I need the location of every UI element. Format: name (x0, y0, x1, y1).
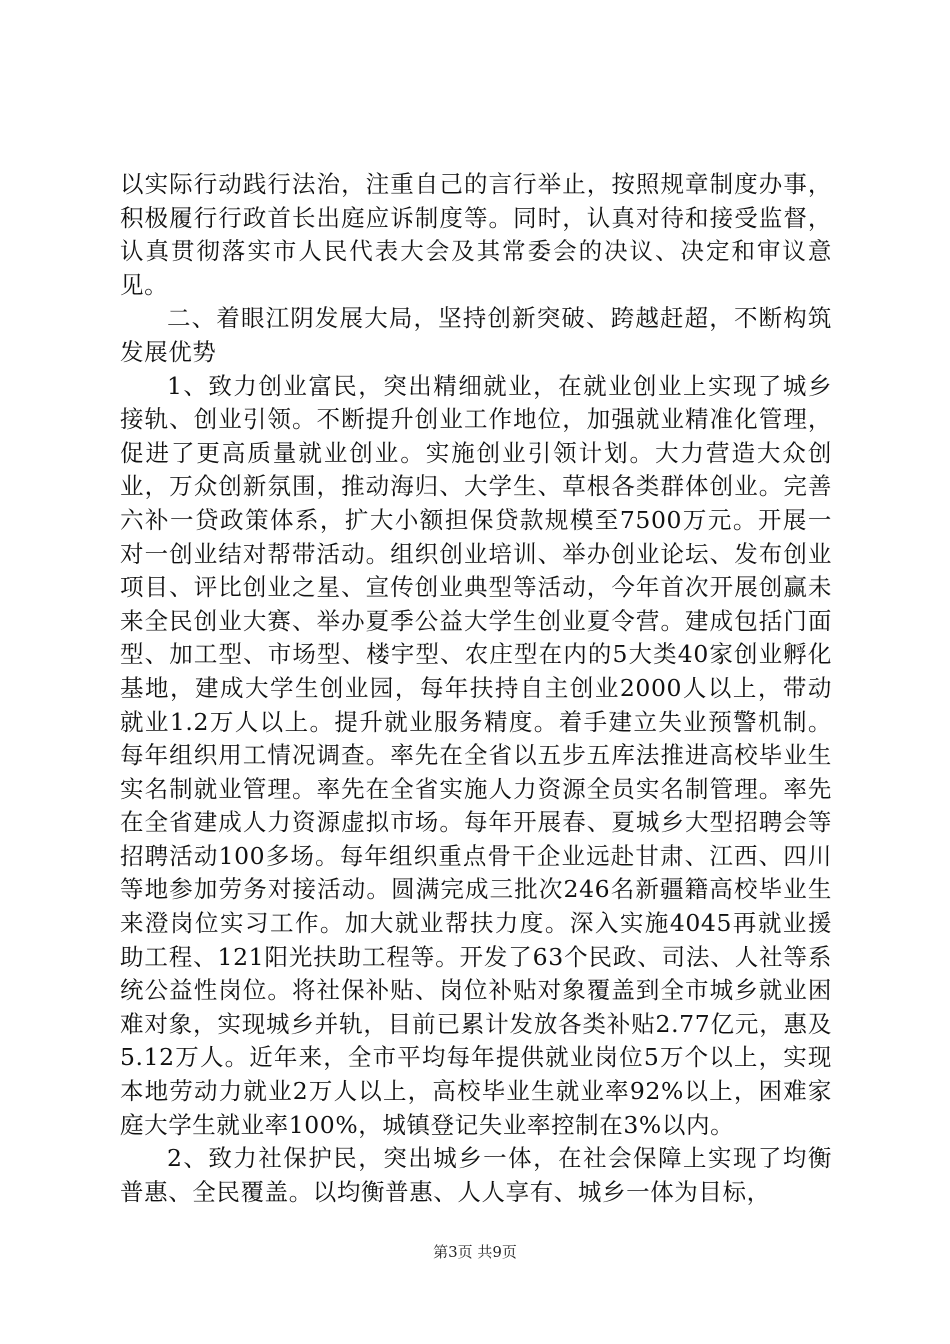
paragraph-entrepreneurship: 1、致力创业富民，突出精细就业，在就业创业上实现了城乡接轨、创业引领。不断提升创业工作地位，加强就业精准化管理，促进了更高质量就业创业。实施创业引领计划。大力营造大众创业，万众创新氛围，推动海归、大学生、草根各类群体创业。完善六补一贷政策体系，扩大小额担保贷款规模至7500万元。开展一对一创业结对帮带活动。组织创业培训、举办创业论坛、发布创业项目、评比创业之星、宣传创业典型等活动，今年首次开展创赢未来全民创业大赛、举办夏季公益大学生创业夏令营。建成包括门面型、加工型、市场型、楼宇型、农庄型在内的5大类40家创业孵化基地，建成大学生创业园，每年扶持自主创业2000人以上，带动就业1.2万人以上。提升就业服务精度。着手建立失业预警机制。每年组织用工情况调查。率先在全省以五步五库法推进高校毕业生实名制就业管理。率先在全省实施人力资源全员实名制管理。率先在全省建成人力资源虚拟市场。每年开展春、夏城乡大型招聘会等招聘活动100多场。每年组织重点骨干企业远赴甘肃、江西、四川等地参加劳务对接活动。圆满完成三批次246名新疆籍高校毕业生来澄岗位实习工作。加大就业帮扶力度。深入实施4045再就业援助工程、121阳光扶助工程等。开发了63个民政、司法、人社等系统公益性岗位。将社保补贴、岗位补贴对象覆盖到全市城乡就业困难对象，实现城乡并轨，目前已累计发放各类补贴2.77亿元，惠及5.12万人。近年来，全市平均每年提供就业岗位5万个以上，实现本地劳动力就业2万人以上，高校毕业生就业率92%以上，困难家庭大学生就业率100%，城镇登记失业率控制在3%以内。 (120, 371, 832, 1139)
paragraph-social-security: 2、致力社保护民，突出城乡一体，在社会保障上实现了均衡普惠、全民覆盖。以均衡普惠、人人享有、城乡一体为目标， (120, 1144, 832, 1206)
section-heading-development: 二、着眼江阴发展大局，坚持创新突破、跨越赶超，不断构筑发展优势 (120, 304, 832, 366)
paragraph-rule-of-law: 以实际行动践行法治，注重自己的言行举止，按照规章制度办事，积极履行行政首长出庭应诉制度等。同时，认真对待和接受监督，认真贯彻落实市人民代表大会及其常委会的决议、决定和审议意见。 (120, 170, 832, 299)
document-body (120, 168, 832, 1209)
page-number-footer: 第3页 共9页 (433, 1243, 517, 1261)
